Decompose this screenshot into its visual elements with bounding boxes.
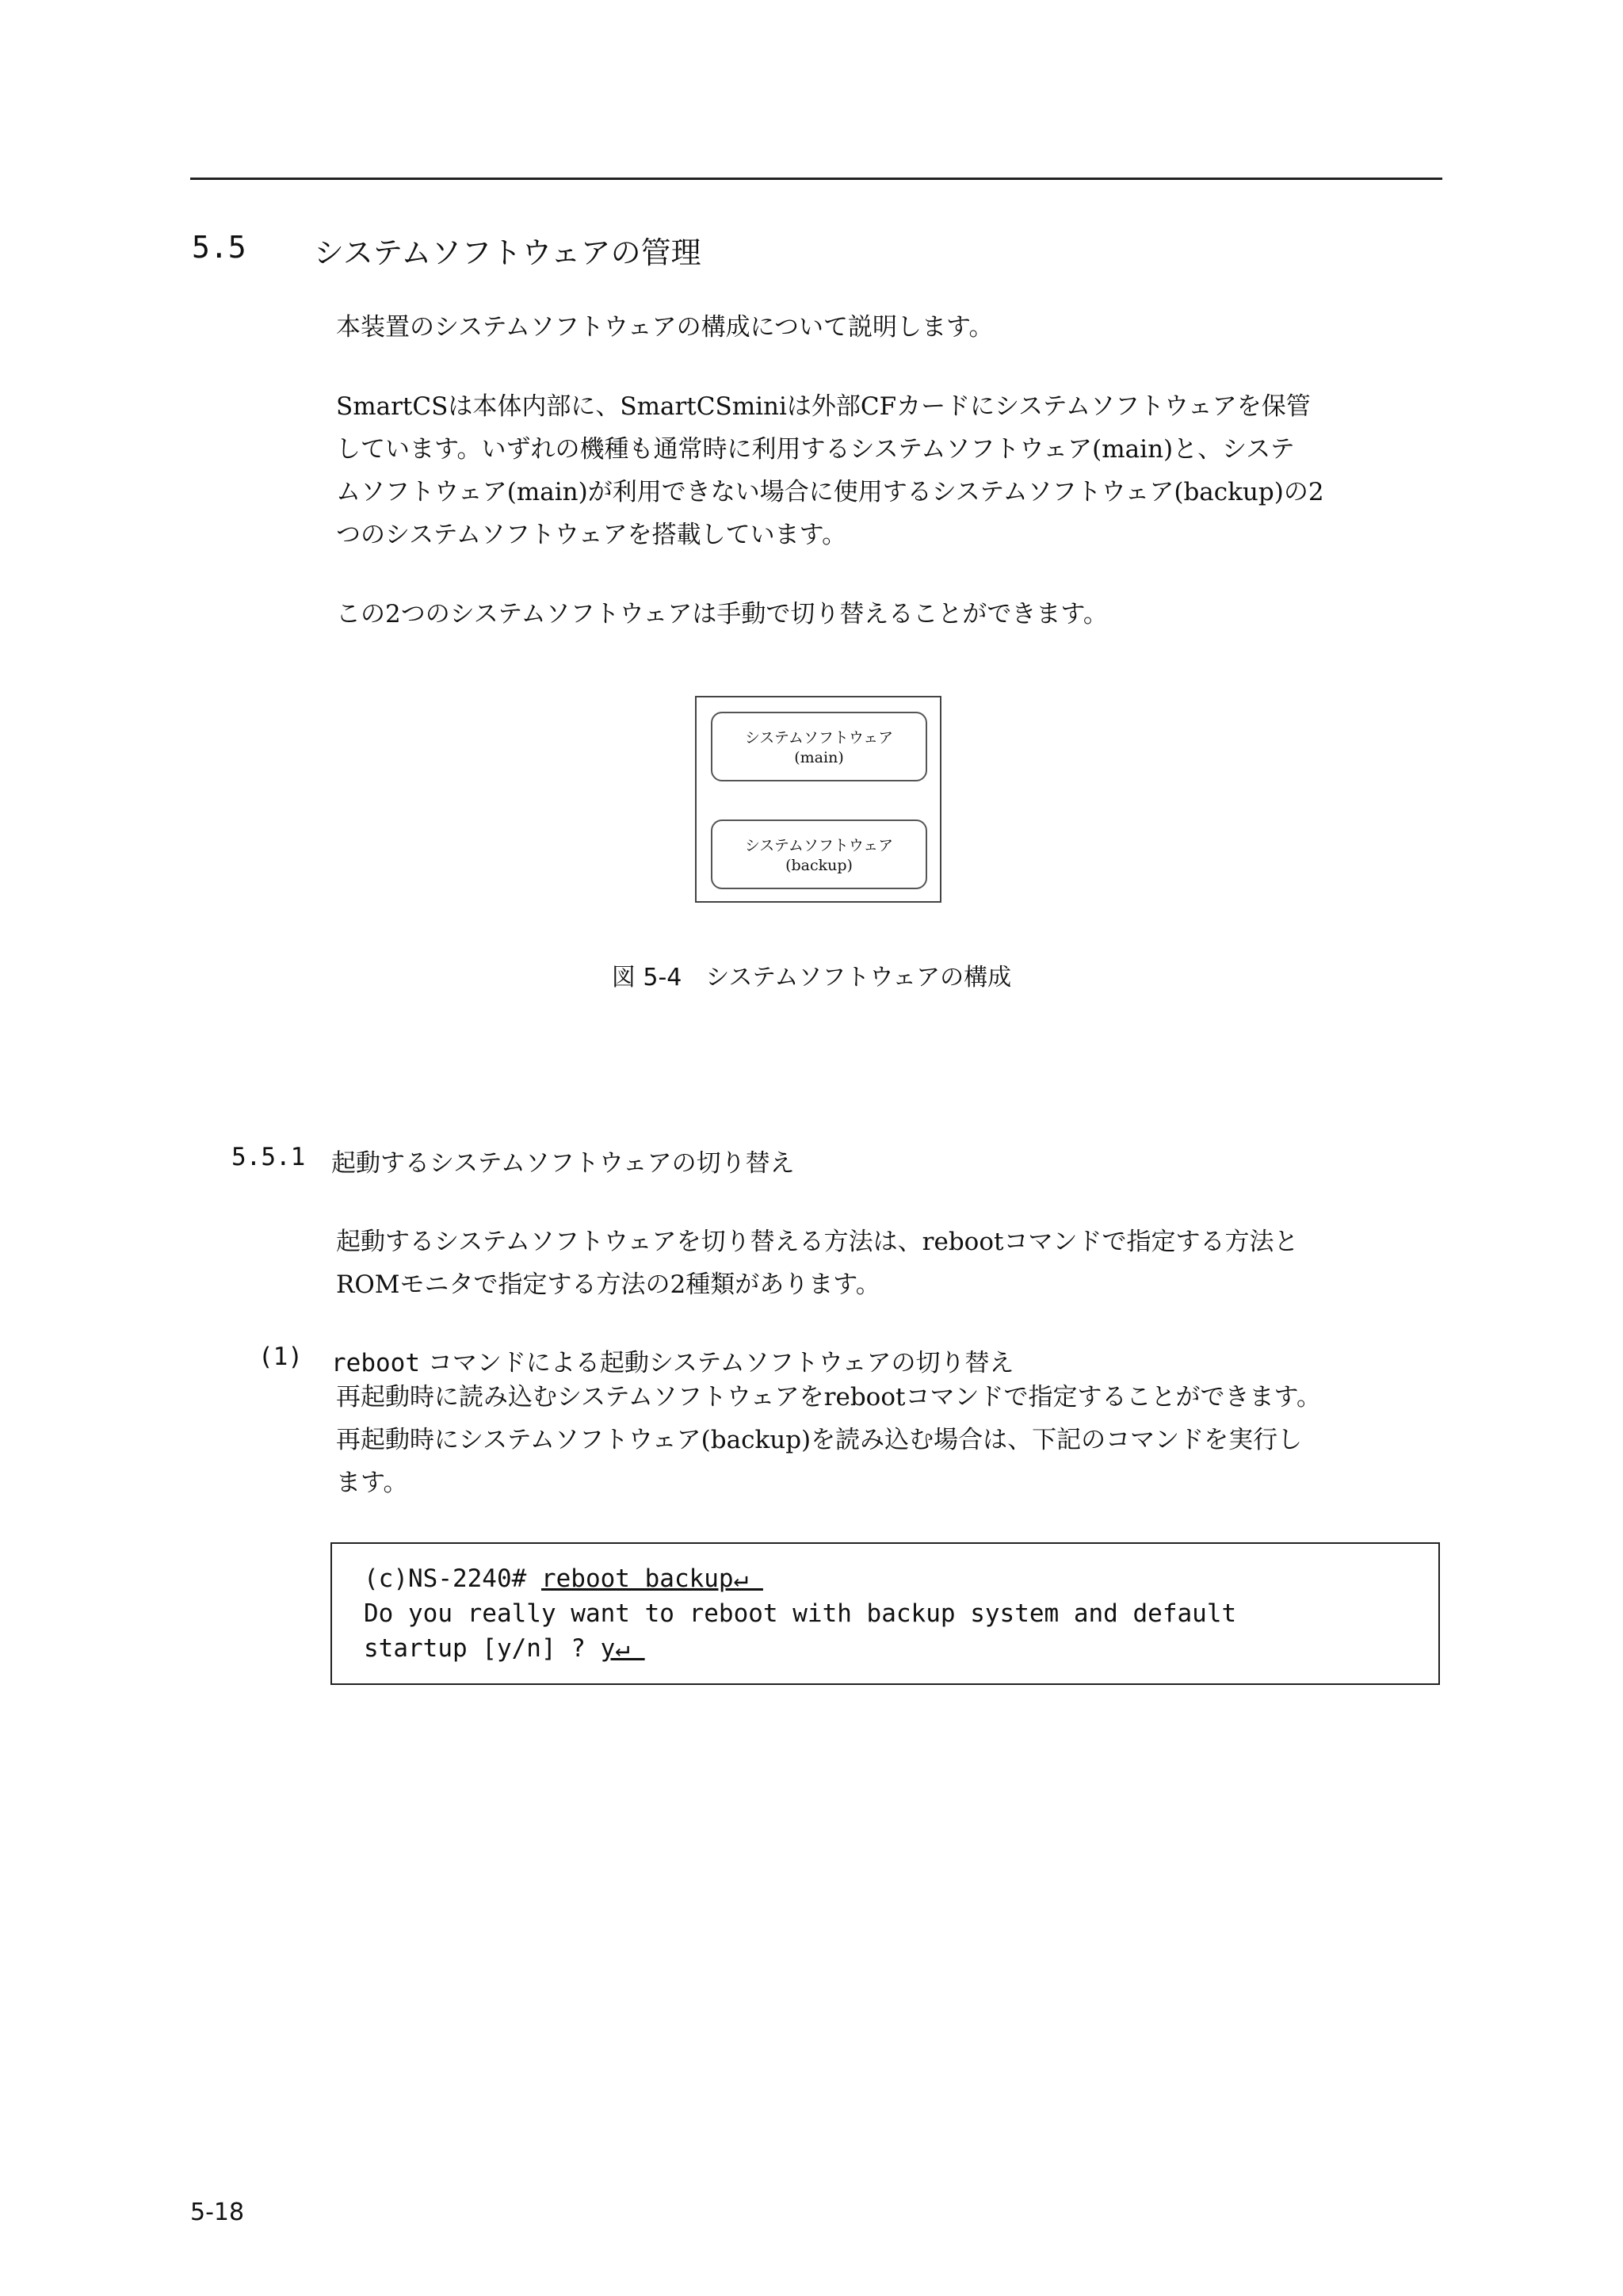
software-structure-figure (695, 696, 941, 903)
item-title-code: reboot (331, 1349, 420, 1377)
paragraph-line: つのシステムソフトウェアを搭載しています。 (336, 521, 847, 549)
main-software-box (711, 712, 927, 781)
paragraph-line: SmartCSは本体内部に、SmartCSminiは外部CFカードにシステムソフトウェアを保管 (336, 392, 1311, 421)
main-software-sub: (main) (794, 749, 844, 766)
item-title-text: コマンドによる起動システムソフトウェアの切り替え (419, 1349, 1014, 1377)
paragraph-line: 再起動時にシステムソフトウェア(backup)を読み込む場合は、下記のコマンドを実行し (336, 1426, 1303, 1454)
backup-software-sub: (backup) (785, 857, 853, 874)
paragraph-line: ROMモニタで指定する方法の2種類があります。 (336, 1270, 880, 1299)
command-example-box (330, 1542, 1440, 1685)
code-line-3 (364, 1634, 645, 1663)
intro-paragraph: 本装置のシステムソフトウェアの構成について説明します。 (336, 313, 994, 342)
section-number: 5.5 (192, 230, 246, 265)
code-prompt: (c)NS-2240# (364, 1564, 541, 1593)
code-line-2: Do you really want to reboot with backup system and default (364, 1599, 1237, 1628)
paragraph-line: 再起動時に読み込むシステムソフトウェアをrebootコマンドで指定することができます。 (336, 1383, 1321, 1412)
paragraph-line: しています。いずれの機種も通常時に利用するシステムソフトウェア(main)と、システ (336, 435, 1295, 464)
backup-software-box (711, 819, 927, 889)
paragraph-line: ムソフトウェア(main)が利用できない場合に使用するシステムソフトウェア(backup)の2 (336, 478, 1324, 506)
header-rule (190, 178, 1442, 180)
item-number: (1) (258, 1343, 303, 1371)
page-number: 5-18 (190, 2199, 245, 2226)
figure-caption: 図 5-4 システムソフトウェアの構成 (611, 964, 1012, 991)
code-answer: y↵ (600, 1634, 645, 1663)
main-software-label: システムソフトウェア (744, 729, 894, 747)
subsection-title: 起動するシステムソフトウェアの切り替え (331, 1149, 795, 1178)
paragraph-switch-note: この2つのシステムソフトウェアは手動で切り替えることができます。 (336, 600, 1108, 628)
item-title (331, 1343, 1014, 1378)
code-line-1 (364, 1564, 763, 1593)
subsection-number: 5.5.1 (231, 1143, 306, 1171)
code-confirm-prompt: startup [y/n] ? (364, 1634, 601, 1663)
backup-software-label: システムソフトウェア (744, 837, 894, 854)
paragraph-line: 起動するシステムソフトウェアを切り替える方法は、rebootコマンドで指定する方法と (336, 1228, 1299, 1256)
paragraph-line: ます。 (336, 1469, 408, 1497)
section-title: システムソフトウェアの管理 (314, 235, 701, 270)
code-command: reboot backup↵ (540, 1564, 763, 1593)
